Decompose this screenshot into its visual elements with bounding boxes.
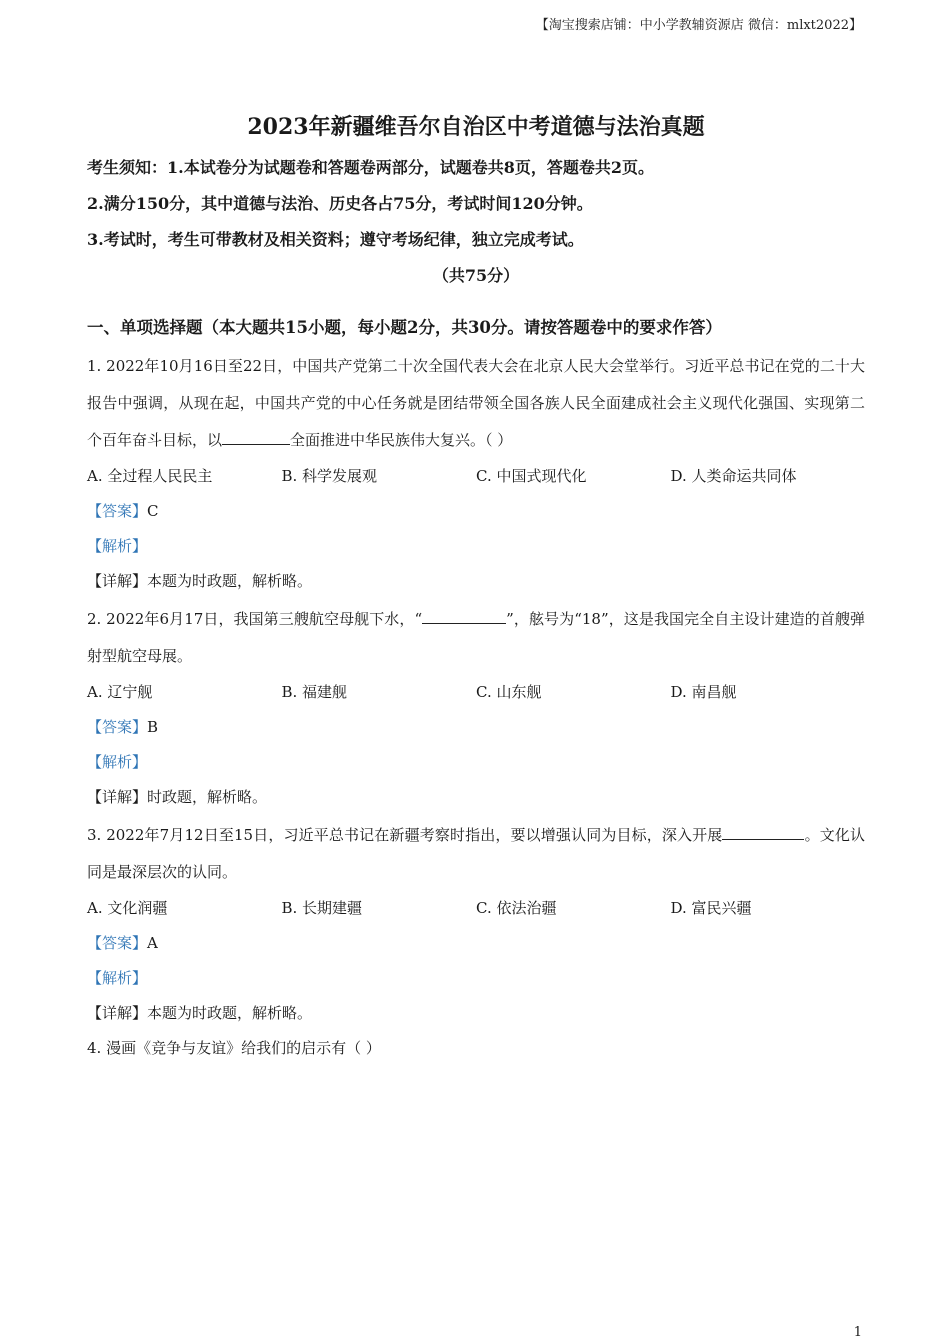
question-1-option-a: A. 全过程人民民主 <box>87 467 213 485</box>
question-3 <box>87 817 865 1031</box>
question-3-detail <box>87 996 865 1031</box>
question-1 <box>87 348 865 599</box>
question-1-stem-after: 全面推进中华民族伟大复兴。（ ） <box>290 431 513 449</box>
question-1-blank <box>222 430 290 445</box>
question-1-analysis <box>87 529 865 564</box>
question-2-analysis <box>87 745 865 780</box>
question-3-options <box>87 891 865 926</box>
question-1-option-d: D. 人类命运共同体 <box>670 467 797 485</box>
question-1-detail <box>87 564 865 599</box>
question-3-stem-after: 。文化认同是最深层次的认同。 <box>87 826 865 881</box>
notice-line-3: 3.考试时，考生可带教材及相关资料；遵守考场纪律，独立完成考试。 <box>87 230 584 249</box>
question-4-stem: 4. 漫画《竞争与友谊》给我们的启示有（ ） <box>87 1039 381 1057</box>
question-2-answer <box>87 710 865 745</box>
question-3-answer <box>87 926 865 961</box>
analysis-label: 【解析】 <box>87 969 148 987</box>
question-3-answer-value: A <box>147 934 158 952</box>
question-3-option-a: A. 文化润疆 <box>87 899 168 917</box>
question-2-answer-value: B <box>147 718 159 736</box>
answer-label: 【答案】 <box>87 934 148 952</box>
notice-line-2: 2.满分150分，其中道德与法治、历史各占75分，考试时间120分钟。 <box>87 194 593 213</box>
question-1-detail-text: 本题为时政题，解析略。 <box>147 572 313 590</box>
question-3-option-b: B. 长期建疆 <box>281 899 363 917</box>
question-1-stem-before: 1. 2022年10月16日至22日，中国共产党第二十次全国代表大会在北京人民大会堂举行。习近平总书记在党的二十大报告中强调，从现在起，中国共产党的中心任务就是团结带领全国各族人民全面建成社会主义现代化强国、实现第二个百年奋斗目标，以 <box>87 357 865 449</box>
question-3-option-c: C. 依法治疆 <box>476 899 557 917</box>
question-2-options <box>87 675 865 710</box>
question-3-option-d: D. 富民兴疆 <box>670 899 752 917</box>
question-2-option-d: D. 南昌舰 <box>670 683 737 701</box>
question-2-option-a: A. 辽宁舰 <box>87 683 153 701</box>
question-1-option-c: C. 中国式现代化 <box>476 467 587 485</box>
page-number: 1 <box>853 1325 862 1340</box>
answer-label: 【答案】 <box>87 718 148 736</box>
question-1-options <box>87 459 865 494</box>
question-1-answer <box>87 494 865 529</box>
exam-page <box>87 110 865 1066</box>
exam-title: 2023年新疆维吾尔自治区中考道德与法治真题 <box>247 114 705 140</box>
question-2-blank <box>422 609 506 624</box>
question-2-detail-text: 时政题，解析略。 <box>147 788 268 806</box>
question-2-detail <box>87 780 865 815</box>
question-1-stem <box>87 348 865 459</box>
answer-label: 【答案】 <box>87 502 148 520</box>
question-2-option-c: C. 山东舰 <box>476 683 542 701</box>
detail-label: 【详解】 <box>87 572 148 590</box>
question-2-stem-after: ”，舷号为“18”，这是我国完全自主设计建造的首艘弹射型航空母展。 <box>87 610 865 665</box>
question-1-option-b: B. 科学发展观 <box>281 467 378 485</box>
question-1-answer-value: C <box>147 502 159 520</box>
question-2-stem-before: 2. 2022年6月17日，我国第三艘航空母舰下水，“ <box>87 610 423 628</box>
question-4 <box>87 1031 865 1066</box>
section-title: 一、单项选择题（本大题共15小题，每小题2分，共30分。请按答题卷中的要求作答） <box>87 318 722 337</box>
detail-label: 【详解】 <box>87 788 148 806</box>
question-3-detail-text: 本题为时政题，解析略。 <box>147 1004 313 1022</box>
question-2-option-b: B. 福建舰 <box>281 683 348 701</box>
notice-line-1: 考生须知：1.本试卷分为试题卷和答题卷两部分，试题卷共8页，答题卷共2页。 <box>87 158 654 177</box>
question-2 <box>87 601 865 815</box>
question-2-stem <box>87 601 865 675</box>
detail-label: 【详解】 <box>87 1004 148 1022</box>
question-3-stem-before: 3. 2022年7月12日至15日，习近平总书记在新疆考察时指出，要以增强认同为目标，深入开展 <box>87 826 723 844</box>
header-note: 【淘宝搜索店铺：中小学教辅资源店 微信：mlxt2022】 <box>535 18 862 33</box>
analysis-label: 【解析】 <box>87 753 148 771</box>
total-score: （共75分） <box>432 266 520 285</box>
question-3-stem <box>87 817 865 891</box>
question-3-analysis <box>87 961 865 996</box>
question-3-blank <box>722 825 796 840</box>
analysis-label: 【解析】 <box>87 537 148 555</box>
